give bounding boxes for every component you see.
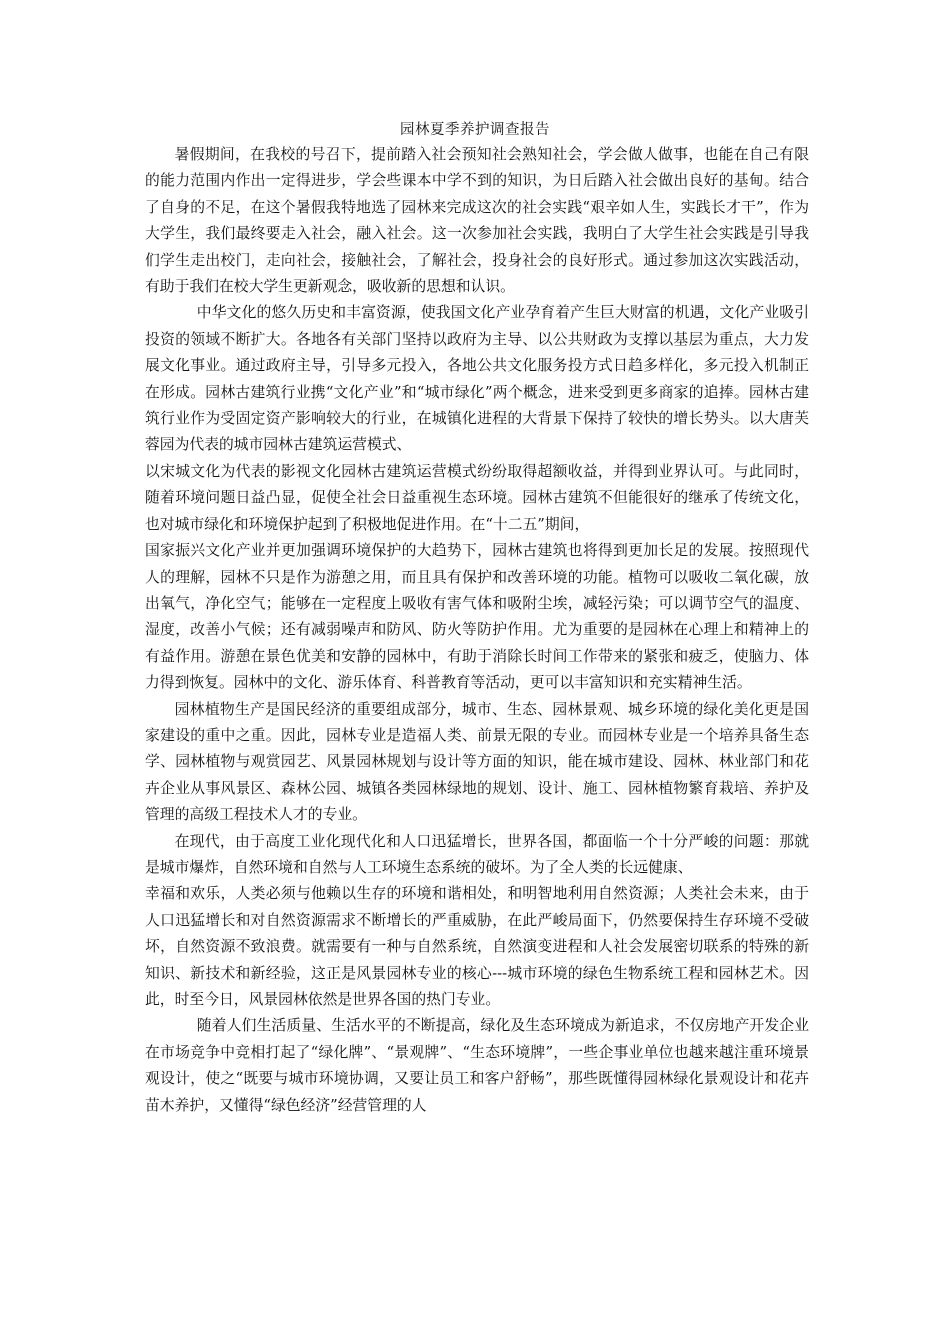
paragraph-6: 在现代，由于高度工业化现代化和人口迅猛增长，世界各国，都面临一个十分严峻的问题：那就是城市爆炸，自然环境和自然与人工环境生态系统的破坏。为了全人类的长远健康、 (145, 832, 809, 876)
paragraph-1: 暑假期间，在我校的号召下，提前踏入社会预知社会熟知社会，学会做人做事，也能在自己有限的能力范围内作出一定得进步，学会些课本中学不到的知识，为日后踏入社会做出良好的基甸。结合了自身的不足，在这个暑假我特地选了园林来完成这次的社会实践“艰辛如人生，实践长才干”，作为大学生，我们最终要走入社会，融入社会。这一次参加社会实践，我明白了大学生社会实践是引导我们学生走出校门，走向社会，接触社会，了解社会，投身社会的良好形式。通过参加这次实践活动，有助于我们在校大学生更新观念，吸收新的思想和认识。 (145, 146, 809, 296)
paragraph-8: 随着人们生活质量、生活水平的不断提高，绿化及生态环境成为新追求，不仅房地产开发企业在市场竞争中竞相打起了“绿化牌”、“景观牌”、“生态环境牌”，一些企事业单位也越来越注重环境景观设计，使之“既要与城市环境协调，又要让员工和客户舒畅”，那些既懂得园林绿化景观设计和花卉苗木养护，又懂得“绿色经济”经营管理的人 (145, 1017, 809, 1114)
paragraph-7: 幸福和欢乐，人类必须与他赖以生存的环境和谐相处，和明智地利用自然资源；人类社会未来，由于人口迅猛增长和对自然资源需求不断增长的严重威胁，在此严峻局面下，仍然要保持生存环境不受破坏，自然资源不致浪费。就需要有一种与自然系统，自然演变进程和人社会发展密切联系的特殊的新知识、新技术和新经验，这正是风景园林专业的核心---城市环境的绿色生物系统工程和园林艺术。因此，时至今日，风景园林依然是世界各国的热门专业。 (145, 885, 809, 1008)
paragraph-2: 中华文化的悠久历史和丰富资源，使我国文化产业孕育着产生巨大财富的机遇，文化产业吸引投资的领域不断扩大。各地各有关部门坚持以政府为主导、以公共财政为支撑以基层为重点，大力发展文化事业。通过政府主导，引导多元投入，各地公共文化服务投方式日趋多样化，多元投入机制正在形成。园林古建筑行业携“文化产业”和“城市绿化”两个概念，进来受到更多商家的追捧。园林古建筑行业作为受固定资产影响较大的行业，在城镇化进程的大背景下保持了较快的增长势头。以大唐芙蓉园为代表的城市园林古建筑运营模式、 (145, 304, 809, 454)
paragraph-5: 园林植物生产是国民经济的重要组成部分，城市、生态、园林景观、城乡环境的绿化美化更是国家建设的重中之重。因此，园林专业是造福人类、前景无限的专业。而园林专业是一个培养具备生态学、园林植物与观赏园艺、风景园林规划与设计等方面的知识，能在城市建设、园林、林业部门和花卉企业从事风景区、森林公园、城镇各类园林绿地的规划、设计、施工、园林植物繁育栽培、养护及管理的高级工程技术人才的专业。 (145, 700, 809, 824)
document-body (145, 142, 809, 1119)
document-title: 园林夏季养护调查报告 (400, 122, 550, 138)
paragraph-4: 国家振兴文化产业并更加强调环境保护的大趋势下，园林古建筑也将得到更加长足的发展。按照现代人的理解，园林不只是作为游憩之用，而且具有保护和改善环境的功能。植物可以吸收二氧化碳，放出氧气，净化空气；能够在一定程度上吸收有害气体和吸附尘埃，减轻污染；可以调节空气的温度、湿度，改善小气候；还有减弱噪声和防风、防火等防护作用。尤为重要的是园林在心理上和精神上的有益作用。游憩在景色优美和安静的园林中，有助于消除长时间工作带来的紧张和疲乏，使脑力、体力得到恢复。园林中的文化、游乐体育、科普教育等活动，更可以丰富知识和充实精神生活。 (145, 542, 809, 692)
paragraph-3: 以宋城文化为代表的影视文化园林古建筑运营模式纷纷取得超额收益，并得到业界认可。与此同时，随着环境问题日益凸显，促使全社会日益重视生态环境。园林古建筑不但能很好的继承了传统文化，也对城市绿化和环境保护起到了积极地促进作用。在“十二五”期间， (145, 462, 809, 533)
